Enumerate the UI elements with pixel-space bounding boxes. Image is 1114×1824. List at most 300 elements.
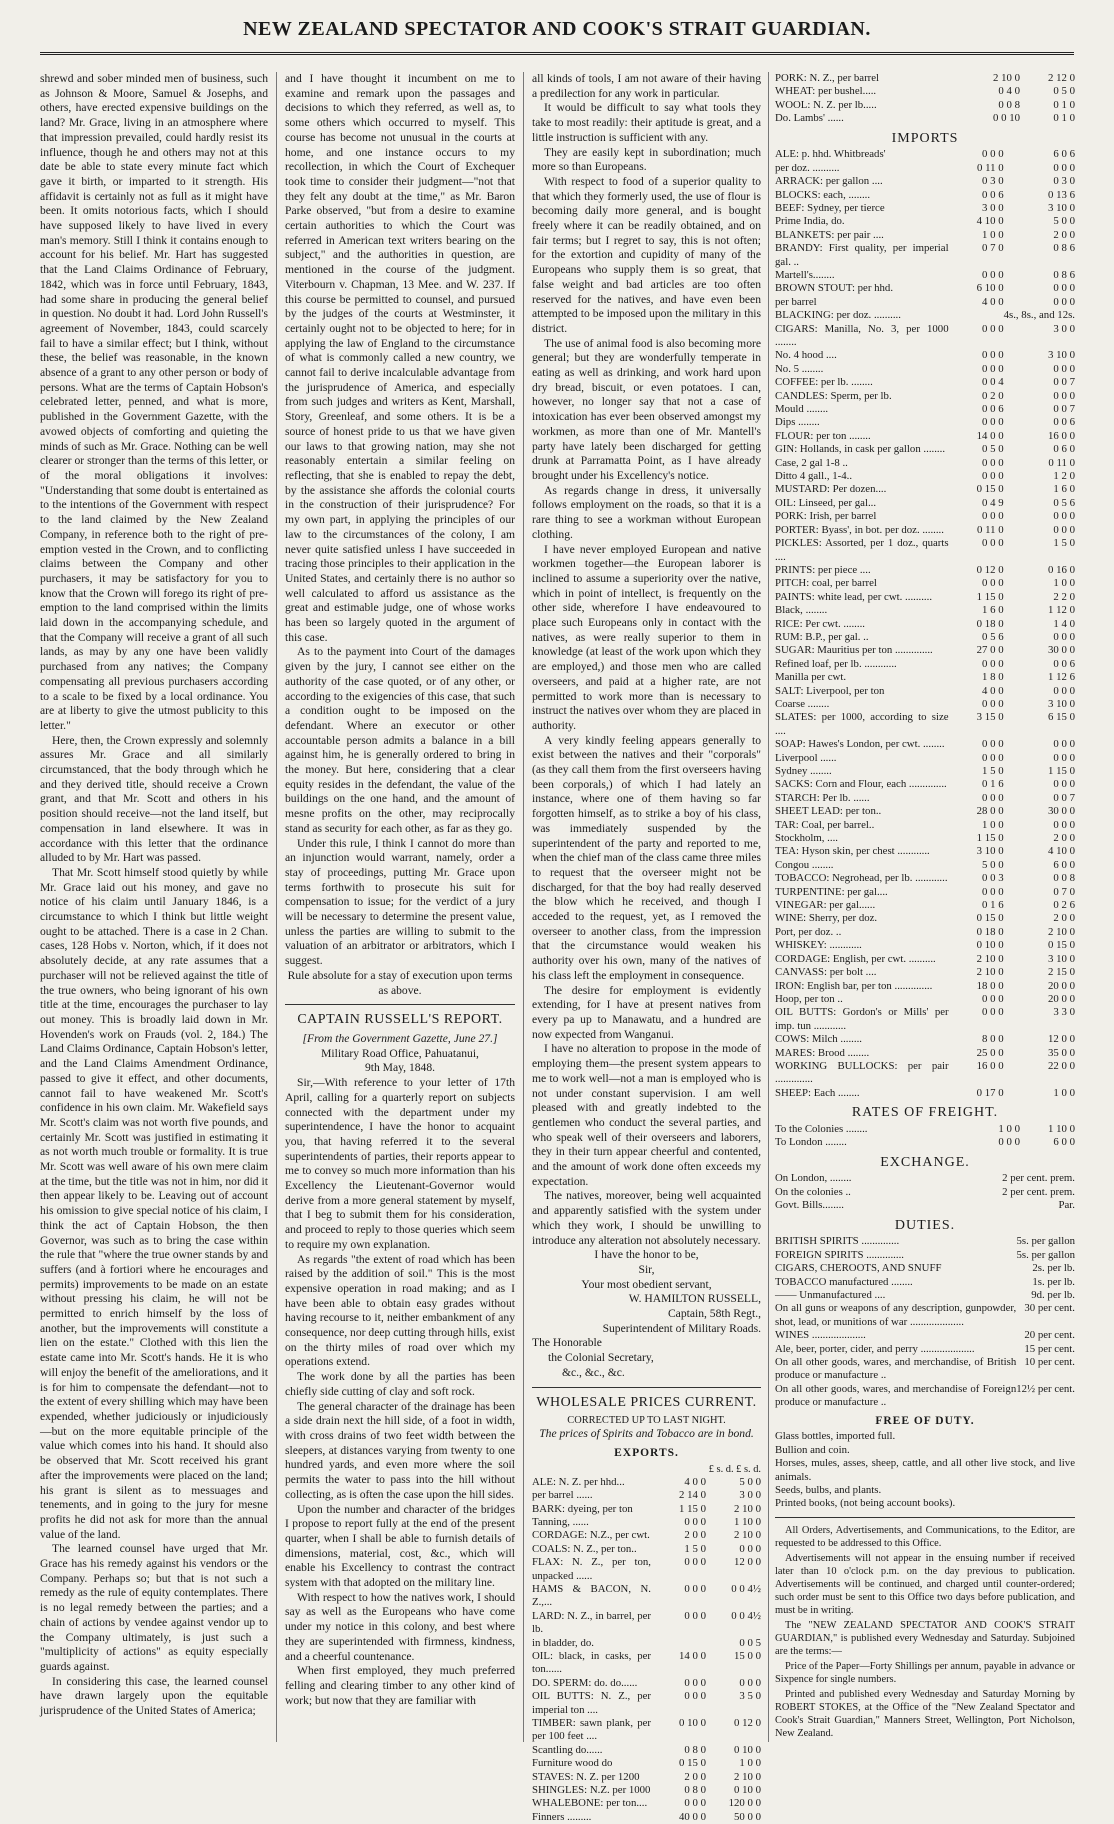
price-item: Port, per doz. .. bbox=[775, 925, 842, 938]
price-row bbox=[775, 349, 1075, 362]
price-value: 0 8 6 bbox=[1053, 268, 1075, 281]
price-item: Ale, beer, porter, cider, and perry .................... bbox=[775, 1342, 975, 1355]
price-item: SLATES: per 1000, according to size .... bbox=[775, 711, 949, 737]
paragraph: Under this rule, I think I cannot do more than an injunction would warrant, namely, order a stay of proceedings, putting Mr. Grace upon terms forthwith to prosecute his suit for compensation to issue; for the verdict of a jury will be necessary to determine the present value, unless the parties are willing to submit to the valuation of an arbitrator or arbitrators, which I suggest. bbox=[285, 836, 515, 968]
price-row bbox=[775, 564, 1075, 577]
price-value: 0 0 0 bbox=[1053, 684, 1075, 697]
price-value: 0 2 6 bbox=[1053, 899, 1075, 912]
price-value: 0 6 0 bbox=[1053, 443, 1075, 456]
free-item: Horses, mules, asses, sheep, cattle, and all other live stock, and live animals. bbox=[775, 1457, 1075, 1483]
price-item: SHINGLES: N.Z. per 1000 bbox=[532, 1784, 651, 1797]
paragraph: shrewd and sober minded men of business, such as Johnson & Moore, Samuel & Josephs, and others, have erected expensive buildings on the land? Mr. Grace, living in an atmosphere where that impression prevailed, could hardly resist its influence, though he and others may not at this date be able to state every minute fact which gave it birth, or imparted to it strength. His affidavit is certainly not as full as it might have been. It omits notorious facts, which I should have supposed likely to have lived in every man's memory. Still I think it contains enough to account for his belief. Mr. Hart has suggested that the Land Claims Ordinance of February, 1842, which was in force until February, 1843, had some share in producing the general belief in question. No doubt it had. Lord John Russell's agreement of November, 1843, could scarcely fail to have a similar effect; but I think, without these, the belief was reasonable, in the known absence of a grant to any other person or body of persons. What are the terms of Captain Hobson's celebrated letter, penned, and what is more, published in the Government Gazette, with the avowed objects of comforting and quieting the minds of such as Mr. Grace. Nothing can be well clearer or stronger than the terms of this letter, or of the moral obligations it involves: "Understanding that some doubt is entertained as to the intentions of the Government with respect to the land claimed by the New Zealand Company, in reference both to the right of pre-emption vested in the Crown, and to conflicting claims between the Company and other purchasers, it may be satisfactory for you to know that the Crown will forego its right of pre-emption to the land comprised within the limits laid down in the accompanying schedule, and that the Company will receive a grant of all such lands, as may by any one have been validly purchased from any natives; the Company compensating all previous purchasers according to a scale to be fixed by a local ordinance. You are at liberty to give the utmost publicity to this letter." bbox=[40, 72, 268, 732]
price-value: 9d. per lb. bbox=[1031, 1288, 1075, 1301]
column-divider bbox=[523, 72, 524, 1742]
price-row bbox=[775, 966, 1075, 979]
price-value: 2 10 0 bbox=[734, 1770, 761, 1783]
price-value: 0 0 7 bbox=[1053, 403, 1075, 416]
price-value: 1 5 0 bbox=[1053, 537, 1075, 550]
masthead: NEW ZEALAND SPECTATOR AND COOK'S STRAIT GUARDIAN. bbox=[243, 18, 871, 40]
price-row bbox=[775, 765, 1075, 778]
notice-paragraph: The "NEW ZEALAND SPECTATOR AND COOK'S STRAIT GUARDIAN," is published every Wednesday and Saturday. Subjoined are the terms:— bbox=[775, 1619, 1075, 1657]
price-item: CORDAGE: N.Z., per cwt. bbox=[532, 1529, 650, 1542]
price-value: 0 0 0 bbox=[1053, 523, 1075, 536]
freight-heading: RATES OF FREIGHT. bbox=[851, 1105, 999, 1121]
price-value: 0 7 0 bbox=[982, 242, 1004, 255]
price-value: 22 0 0 bbox=[1048, 1059, 1075, 1072]
price-row bbox=[775, 376, 1075, 389]
price-value bbox=[651, 1637, 706, 1650]
price-value: 40 0 0 bbox=[679, 1810, 706, 1823]
price-item: PORK: N. Z., per barrel bbox=[775, 72, 880, 84]
price-item: PRINTS: per piece .... bbox=[775, 563, 871, 576]
price-value: 6 0 0 bbox=[1053, 858, 1075, 871]
price-item: MUSTARD: Per dozen.... bbox=[775, 483, 887, 496]
price-value: 0 0 0 bbox=[982, 791, 1004, 804]
divider bbox=[532, 1387, 761, 1388]
price-item: Black, ........ bbox=[775, 604, 828, 617]
currency-header: £ s. d. £ s. d. bbox=[708, 1463, 761, 1475]
price-value: 0 10 0 bbox=[734, 1784, 761, 1797]
report-office: Military Road Office, Pahuatanui, bbox=[321, 1046, 479, 1060]
price-value: 0 0 0 bbox=[982, 738, 1004, 751]
price-value: 0 0 7 bbox=[1053, 791, 1075, 804]
price-value bbox=[949, 309, 1004, 322]
price-value: 5s. per gallon bbox=[1016, 1248, 1075, 1261]
price-value: 0 0 0 bbox=[982, 470, 1004, 483]
exchange-table bbox=[775, 1172, 1075, 1212]
price-value: 2 per cent. prem. bbox=[1002, 1172, 1075, 1185]
price-value: 2 12 0 bbox=[1048, 72, 1075, 84]
price-row bbox=[775, 953, 1075, 966]
price-value: 0 0 0 bbox=[1053, 818, 1075, 831]
price-row bbox=[775, 1087, 1075, 1100]
price-row bbox=[775, 497, 1075, 510]
price-item: BARK: dyeing, per ton bbox=[532, 1502, 633, 1515]
price-row bbox=[775, 805, 1075, 818]
price-row bbox=[775, 162, 1075, 175]
price-value: 0 0 0 bbox=[982, 992, 1004, 1005]
price-value: 3 10 0 bbox=[1048, 201, 1075, 214]
free-list bbox=[775, 1430, 1075, 1510]
price-value: 1 15 0 bbox=[976, 832, 1004, 845]
price-row bbox=[775, 1172, 1075, 1185]
price-item: DO. SPERM: do. do...... bbox=[532, 1676, 638, 1689]
divider bbox=[775, 1517, 1075, 1518]
price-value: 0 0 7 bbox=[1053, 376, 1075, 389]
price-row bbox=[775, 711, 1075, 738]
paragraph: It would be difficult to say what tools they take to most readily: their aptitude is great, and a little instruction is sufficient with any. bbox=[532, 101, 761, 144]
sig-line: the Colonial Secretary, bbox=[548, 1351, 654, 1365]
price-value: 2 0 0 bbox=[1053, 228, 1075, 241]
notice-paragraph: Printed and published every Wednesday and Saturday Morning by ROBERT STOKES, at the Office of the "New Zealand Spectator and Cook's Strait Guardian," Manners Street, Wellington, Port Nicholson, New Zealand. bbox=[775, 1688, 1075, 1739]
paragraph: The learned counsel have urged that Mr. Grace has his remedy against his vendors or the Company. Perhaps so; but that is not such a remedy as the rule of equity contemplates. There is no legal remedy between the parties; and a chain of actions by vendee against vendor up to the Company ultimately, is just such a "multiplicity of actions" as equity especially guards against. bbox=[40, 1542, 268, 1673]
price-item: Finners ......... bbox=[532, 1810, 592, 1823]
price-item: OIL BUTTS: N. Z., per imperial ton .... bbox=[532, 1690, 651, 1716]
paragraph: Here, then, the Crown expressly and solemnly assures Mr. Grace and all similarly circumstanced, that the body through which he and they derived title, should receive a Crown grant, and that Mr. Scott and others in his position should receive—not the land itself, but compensation in land elsewhere. It was in accordance with this letter that the ordinance alluded to by Mr. Hart was passed. bbox=[40, 733, 268, 865]
price-row bbox=[775, 1262, 1075, 1275]
price-row bbox=[775, 1033, 1075, 1046]
price-row bbox=[775, 202, 1075, 215]
price-row bbox=[775, 189, 1075, 202]
price-value: 0 0 6 bbox=[982, 188, 1004, 201]
price-row bbox=[775, 993, 1075, 1006]
paragraph: As regards change in dress, it universally follows employment on the roads, so that it is a rare thing to see a workman without European clothing. bbox=[532, 483, 761, 541]
price-row bbox=[775, 886, 1075, 899]
price-row bbox=[532, 1744, 761, 1757]
price-row bbox=[775, 1383, 1075, 1410]
price-value: 0 5 0 bbox=[1053, 85, 1075, 98]
price-row bbox=[775, 872, 1075, 885]
price-item: Mould ........ bbox=[775, 403, 829, 416]
price-value: 0 0 0 bbox=[684, 1556, 706, 1569]
price-row bbox=[775, 483, 1075, 496]
price-item: CIGARS: Manilla, No. 3, per 1000 ........ bbox=[775, 322, 949, 349]
price-value: 0 0 0 bbox=[684, 1690, 706, 1703]
price-item: WINE: Sherry, per doz. bbox=[775, 912, 878, 925]
price-row bbox=[775, 363, 1075, 376]
price-value: 2 0 0 bbox=[684, 1529, 706, 1542]
price-value: 4 10 0 bbox=[1048, 845, 1075, 858]
price-value: 1 12 0 bbox=[1048, 604, 1075, 617]
price-row bbox=[532, 1503, 761, 1516]
exports-heading: EXPORTS. bbox=[614, 1446, 679, 1459]
price-value: 1 10 0 bbox=[1048, 1122, 1075, 1135]
price-value: 5 0 0 bbox=[1053, 215, 1075, 228]
price-value: 2 10 0 bbox=[734, 1529, 761, 1542]
price-row bbox=[532, 1543, 761, 1556]
price-item: per barrel bbox=[775, 295, 817, 308]
price-value: 2 10 0 bbox=[976, 952, 1004, 965]
price-value: 3 10 0 bbox=[1048, 349, 1075, 362]
price-value: 2s. per lb. bbox=[1032, 1262, 1075, 1275]
price-value: 0 17 0 bbox=[976, 1086, 1004, 1099]
price-item: Congou ........ bbox=[775, 858, 834, 871]
price-item: Manilla per cwt. bbox=[775, 671, 847, 684]
price-row bbox=[775, 1123, 1075, 1136]
price-row bbox=[775, 658, 1075, 671]
price-item: PAINTS: white lead, per cwt. .......... bbox=[775, 590, 933, 603]
price-value: 2 10 0 bbox=[1048, 925, 1075, 938]
price-value: 0 1 6 bbox=[982, 899, 1004, 912]
price-row bbox=[775, 282, 1075, 295]
price-row bbox=[775, 1136, 1075, 1149]
price-value: 16 0 0 bbox=[1048, 429, 1075, 442]
price-item: SOAP: Hawes's London, per cwt. ........ bbox=[775, 738, 945, 751]
price-row bbox=[775, 323, 1075, 350]
price-item: SHEEP: Each ........ bbox=[775, 1086, 860, 1099]
paragraph: I have no alteration to propose in the mode of employing them—the present system appears to me to work well—not a man is employed who is not under constant supervision. I am well pleased with and greatly indebted to the gentlemen who conduct the several parties, and who speak well of their overseers and laborers, they in their turn appear cheerful and contented, and the amount of work done often exceeds my expectation. bbox=[532, 1042, 761, 1188]
price-value: 1 2 0 bbox=[1053, 470, 1075, 483]
price-row bbox=[775, 671, 1075, 684]
price-value: 2 14 0 bbox=[679, 1489, 706, 1502]
sig-line: I have the honor to be, bbox=[594, 1248, 699, 1262]
price-value: 0 0 0 bbox=[1053, 751, 1075, 764]
price-value: 0 0 8 bbox=[998, 98, 1020, 111]
sig-line: Your most obedient servant, bbox=[581, 1277, 712, 1291]
price-item: To the Colonies ........ bbox=[775, 1122, 868, 1135]
paragraph: As to the payment into Court of the damages given by the jury, I cannot see either on the authority of the case quoted, or of any other, or according to the exigencies of this case, that such a condition ought to be imposed on the defendant. Where an executor or other accountable person admits a balance in a bill against him, he is generally ordered to bring in the money. But here, considering that a clear equity resides in the defendant, the value of the buildings on the one hand, and the amount of mesne profits on the other, may reciprocally stand as security for each other, as far as they go. bbox=[285, 645, 515, 835]
notice-paragraph: Price of the Paper—Forty Shillings per annum, payable in advance or Sixpence for single numbers. bbox=[775, 1660, 1075, 1685]
price-value: 30 0 0 bbox=[1048, 644, 1075, 657]
price-value: 0 10 0 bbox=[976, 939, 1004, 952]
price-row bbox=[532, 1610, 761, 1637]
price-value: 4 10 0 bbox=[976, 215, 1004, 228]
price-value: 3 10 0 bbox=[976, 845, 1004, 858]
price-value: 1 0 0 bbox=[982, 228, 1004, 241]
paragraph: A very kindly feeling appears generally to exist between the natives and their "corporals" (as they call them from the first overseers having been corporals,) of which I had lately an instance, where one of them having so far forgotten himself, as to strike a boy of his class, was immediately suspended by the superintendent of the party and reported to me, when the chief man of the class came three miles to request that the overseer might not be discharged, for that the boy had really deserved the blow which he received, and though I acceded to the request, yet, as I removed the overseer to another class, from the impression that the circumstance would weaken his authority over his own, many of the natives of his class left the employment in consequence. bbox=[532, 733, 761, 982]
price-item: BROWN STOUT: per hhd. bbox=[775, 282, 894, 295]
price-value: 0 0 0 bbox=[1053, 510, 1075, 523]
price-item: Govt. Bills........ bbox=[775, 1199, 844, 1212]
sig-line: Sir, bbox=[638, 1262, 655, 1276]
paragraph: The desire for employment is evidently extending, for I have at present natives from every pa up to Manawatu, and a hundred are now expected from Wanganui. bbox=[532, 983, 761, 1041]
price-row bbox=[775, 99, 1075, 112]
price-item: BRANDY: First quality, per imperial gal. .. bbox=[775, 242, 949, 268]
price-value: 30 0 0 bbox=[1048, 805, 1075, 818]
notices bbox=[775, 1524, 1075, 1740]
price-value: 3 0 0 bbox=[739, 1489, 761, 1502]
price-item: WHISKEY: ............ bbox=[775, 939, 862, 952]
price-value: 0 0 0 bbox=[739, 1542, 761, 1555]
column-divider bbox=[276, 72, 277, 1742]
prices-heading: WHOLESALE PRICES CURRENT. bbox=[536, 1394, 757, 1410]
paragraph: In considering this case, the learned counsel have drawn largely upon the equitable jurisprudence of the United States of America; bbox=[40, 1674, 268, 1718]
price-item: No. 4 hood .... bbox=[775, 349, 837, 362]
price-value: 0 18 0 bbox=[976, 617, 1004, 630]
price-value: 0 0 0 bbox=[982, 751, 1004, 764]
price-value: 5 0 0 bbox=[739, 1475, 761, 1488]
price-value: 25 0 0 bbox=[976, 1046, 1004, 1059]
price-value: 0 3 0 bbox=[982, 175, 1004, 188]
price-item: TEA: Hyson skin, per chest ............ bbox=[775, 845, 930, 858]
price-row bbox=[775, 819, 1075, 832]
report-source: [From the Government Gazette, June 27.] bbox=[302, 1032, 498, 1045]
price-item: CANDLES: Sperm, per lb. bbox=[775, 389, 892, 402]
price-value: 1 0 0 bbox=[1053, 577, 1075, 590]
price-value: 0 15 0 bbox=[1048, 939, 1075, 952]
price-value: 0 13 6 bbox=[1048, 188, 1075, 201]
price-value: 0 3 0 bbox=[1053, 175, 1075, 188]
price-value: 0 0 0 bbox=[684, 1515, 706, 1528]
price-row bbox=[775, 1060, 1075, 1087]
price-value: 0 0 0 bbox=[1053, 282, 1075, 295]
sig-line: Captain, 58th Regt., bbox=[667, 1307, 761, 1321]
price-value: 0 12 0 bbox=[734, 1717, 761, 1729]
price-value: 0 0 8 bbox=[1053, 872, 1075, 885]
price-row bbox=[775, 1186, 1075, 1199]
price-value: 1 0 0 bbox=[982, 818, 1004, 831]
price-value: 0 4 0 bbox=[998, 85, 1020, 98]
price-value: 0 4 9 bbox=[982, 496, 1004, 509]
price-value: 0 0 0 bbox=[982, 456, 1004, 469]
paragraph: The general character of the drainage has been a side drain next the hill side, of a foot in width, with cross drains of two feet width between the sleepers, at distances varying from twenty to one hundred yards, and even more where the soil permits the water to pass into the hill without collecting, as is often the case upon the hill sides. bbox=[285, 1399, 515, 1501]
price-item: PITCH: coal, per barrel bbox=[775, 577, 877, 590]
paragraph: Upon the number and character of the bridges I propose to report fully at the end of the present quarter, when I shall be able to furnish details of dimensions, material, cost, &c., which will enable his Excellency to contrast the contract system with that adopted on the military line. bbox=[285, 1502, 515, 1590]
price-row bbox=[775, 1329, 1075, 1342]
price-row bbox=[775, 537, 1075, 564]
price-item: FOREIGN SPIRITS .............. bbox=[775, 1248, 904, 1261]
price-value: 0 11 0 bbox=[977, 523, 1004, 536]
paragraph: The use of animal food is also becoming more general; but they are wonderfully temperate in eating as well as drinking, and work hard upon dry bread, biscuit, or even potatoes. I can, however, no longer say that not a case of intoxication has ever been observed amongst my workmen, as more than one of Mr. Mantell's party have lately been discharged for getting drunk at Parramatta Point, as I have already brought under his Excellency's notice. bbox=[532, 336, 761, 482]
price-item: SACKS: Corn and Flour, each .............. bbox=[775, 778, 947, 791]
price-row bbox=[775, 430, 1075, 443]
price-item: TOBACCO manufactured ........ bbox=[775, 1275, 913, 1288]
price-row bbox=[775, 618, 1075, 631]
price-value: 1 0 0 bbox=[739, 1757, 761, 1770]
price-value: 6 15 0 bbox=[1048, 711, 1075, 724]
price-value: 0 0 0 bbox=[982, 697, 1004, 710]
price-item: Coarse ........ bbox=[775, 697, 830, 710]
price-value: 1 6 0 bbox=[1053, 483, 1075, 496]
price-item: Sydney ........ bbox=[775, 765, 832, 778]
price-item: Prime India, do. bbox=[775, 215, 845, 228]
exports-table-continued bbox=[775, 72, 1075, 126]
price-item: in bladder, do. bbox=[532, 1636, 594, 1649]
price-value: 6 0 0 bbox=[1053, 1136, 1075, 1149]
price-item: On all guns or weapons of any description, gunpowder, shot, lead, or munitions of war .................... bbox=[775, 1302, 1017, 1328]
price-row bbox=[775, 1302, 1075, 1329]
price-row bbox=[775, 1047, 1075, 1060]
price-item: LARD: N. Z., in barrel, per lb. bbox=[532, 1609, 651, 1636]
price-value: 1 8 0 bbox=[982, 671, 1004, 684]
price-value: 1 15 0 bbox=[679, 1502, 706, 1515]
price-value: 0 0 0 bbox=[1053, 161, 1075, 174]
price-item: IRON: English bar, per ton .............. bbox=[775, 979, 933, 992]
price-row bbox=[775, 390, 1075, 403]
price-row bbox=[775, 1289, 1075, 1302]
price-value: 12 0 0 bbox=[1048, 1033, 1075, 1046]
price-row bbox=[775, 416, 1075, 429]
price-row bbox=[532, 1690, 761, 1717]
price-value: 0 0 4 bbox=[982, 376, 1004, 389]
price-value: 15 per cent. bbox=[1024, 1342, 1075, 1355]
price-item: PICKLES: Assorted, per 1 doz., quarts .... bbox=[775, 537, 949, 563]
price-row bbox=[532, 1476, 761, 1489]
price-value: 6 0 6 bbox=[1053, 148, 1075, 161]
bond-note: The prices of Spirits and Tobacco are in bond. bbox=[539, 1427, 754, 1441]
price-value: 0 15 0 bbox=[679, 1757, 706, 1770]
price-item: TOBACCO: Negrohead, per lb. ............ bbox=[775, 872, 948, 885]
price-row bbox=[775, 457, 1075, 470]
price-item: OIL BUTTS: Gordon's or Mills' per imp. tun ............ bbox=[775, 1006, 949, 1032]
price-row bbox=[775, 72, 1075, 85]
price-item: Liverpool ...... bbox=[775, 751, 837, 764]
price-value: 5 0 0 bbox=[982, 858, 1004, 871]
paragraph: With respect to how the natives work, I should say as well as the Europeans who have come under my notice in this colony, and best where they are superintended with firmness, kindness, and a cheerful countenance. bbox=[285, 1590, 515, 1663]
price-value: 0 11 0 bbox=[1048, 456, 1075, 469]
price-item: SALT: Liverpool, per ton bbox=[775, 684, 885, 697]
price-value: 0 0 4½ bbox=[731, 1582, 761, 1595]
price-value: 3 5 0 bbox=[739, 1690, 761, 1703]
price-row bbox=[775, 1235, 1075, 1248]
paragraph: Sir,—With reference to your letter of 17th April, calling for a quarterly report on subjects connected with the department under my superintendence, I have the honor to acquaint you, that having referred it to the several superintendents of parties, their reports appear to me to convey so much more information than his Excellency the Lieutenant-Governor would derive from a more general statement by myself, that I beg to submit them for his consideration, and proceed to reply to those queries which seem to require my own explanation. bbox=[285, 1076, 515, 1251]
price-value: 2 0 0 bbox=[684, 1770, 706, 1783]
price-row bbox=[775, 1343, 1075, 1356]
price-row bbox=[775, 296, 1075, 309]
price-row bbox=[532, 1529, 761, 1542]
imports-table bbox=[775, 148, 1075, 1100]
price-value: 2 10 0 bbox=[734, 1502, 761, 1515]
price-value: 4 0 0 bbox=[982, 295, 1004, 308]
price-row bbox=[775, 403, 1075, 416]
price-row bbox=[775, 631, 1075, 644]
price-item: FLOUR: per ton ........ bbox=[775, 429, 871, 442]
price-value: 0 0 0 bbox=[1053, 362, 1075, 375]
price-row bbox=[775, 470, 1075, 483]
paragraph: all kinds of tools, I am not aware of their having a predilection for any work in particular. bbox=[532, 72, 761, 100]
price-value: 0 0 0 bbox=[982, 657, 1004, 670]
price-item: WHALEBONE: per ton.... bbox=[532, 1797, 648, 1810]
price-value: 0 0 0 bbox=[982, 322, 1004, 335]
price-row bbox=[775, 1276, 1075, 1289]
price-value: 0 1 6 bbox=[982, 778, 1004, 791]
price-item: On London, ........ bbox=[775, 1172, 852, 1185]
price-row bbox=[775, 229, 1075, 242]
price-value: 0 15 0 bbox=[976, 912, 1004, 925]
price-row bbox=[775, 1356, 1075, 1383]
price-item: TAR: Coal, per barrel.. bbox=[775, 818, 875, 831]
price-value: 3 10 0 bbox=[1048, 697, 1075, 710]
price-value: 0 0 6 bbox=[1053, 657, 1075, 670]
price-row bbox=[775, 859, 1075, 872]
price-row bbox=[775, 738, 1075, 751]
price-value: 0 0 0 bbox=[982, 349, 1004, 362]
price-value: 0 0 0 bbox=[982, 537, 1004, 550]
price-value: 0 0 0 bbox=[982, 577, 1004, 590]
report-date: 9th May, 1848. bbox=[364, 1061, 436, 1075]
price-value: 20 0 0 bbox=[1048, 979, 1075, 992]
price-item: ARRACK: per gallon .... bbox=[775, 175, 883, 188]
price-row bbox=[775, 698, 1075, 711]
price-row bbox=[775, 778, 1075, 791]
price-value: 0 1 0 bbox=[1053, 112, 1075, 125]
price-item: GIN: Hollands, in cask per gallon ........ bbox=[775, 443, 946, 456]
column-1 bbox=[40, 72, 268, 1742]
price-item: ALE: N. Z. per hhd... bbox=[532, 1475, 625, 1488]
price-row bbox=[775, 926, 1075, 939]
price-item: BLOCKS: each, ........ bbox=[775, 188, 871, 201]
price-item: OIL: black, in casks, per ton...... bbox=[532, 1649, 651, 1676]
price-row bbox=[532, 1637, 761, 1650]
price-row bbox=[532, 1516, 761, 1529]
price-row bbox=[775, 242, 1075, 269]
duties-heading: DUTIES. bbox=[894, 1217, 956, 1233]
price-item: On the colonies .. bbox=[775, 1185, 851, 1198]
price-value: 4 0 0 bbox=[982, 684, 1004, 697]
price-value: 0 5 6 bbox=[982, 630, 1004, 643]
price-value: 0 10 0 bbox=[734, 1743, 761, 1756]
price-item: BRITISH SPIRITS .............. bbox=[775, 1235, 900, 1248]
price-row bbox=[775, 524, 1075, 537]
price-value: 1 15 0 bbox=[1048, 765, 1075, 778]
freight-table bbox=[775, 1123, 1075, 1150]
price-item: MARES: Brood ........ bbox=[775, 1046, 870, 1059]
price-item: —— Unmanufactured .... bbox=[775, 1288, 886, 1301]
price-row bbox=[775, 591, 1075, 604]
price-value: 0 8 0 bbox=[684, 1743, 706, 1756]
price-value: 0 0 0 bbox=[684, 1582, 706, 1595]
price-value: Par. bbox=[1058, 1199, 1075, 1212]
price-value: 8 0 0 bbox=[982, 1033, 1004, 1046]
sig-line: The Honorable bbox=[532, 1336, 602, 1350]
price-value: 1 10 0 bbox=[734, 1515, 761, 1528]
paragraph: As regards "the extent of road which has been raised by the addition of soil." This is the most expensive operation in road making; and as I have been able to obtain easy grades without having recourse to it, neither embankment of any consequence, nor deep cutting through hills, exist on the thirty miles of road over which my operations extend. bbox=[285, 1252, 515, 1369]
column-2 bbox=[285, 72, 515, 1742]
price-item: Ditto 4 gall., 1-4.. bbox=[775, 470, 853, 483]
price-row bbox=[532, 1489, 761, 1502]
price-value: 3 10 0 bbox=[1048, 952, 1075, 965]
price-row bbox=[775, 604, 1075, 617]
